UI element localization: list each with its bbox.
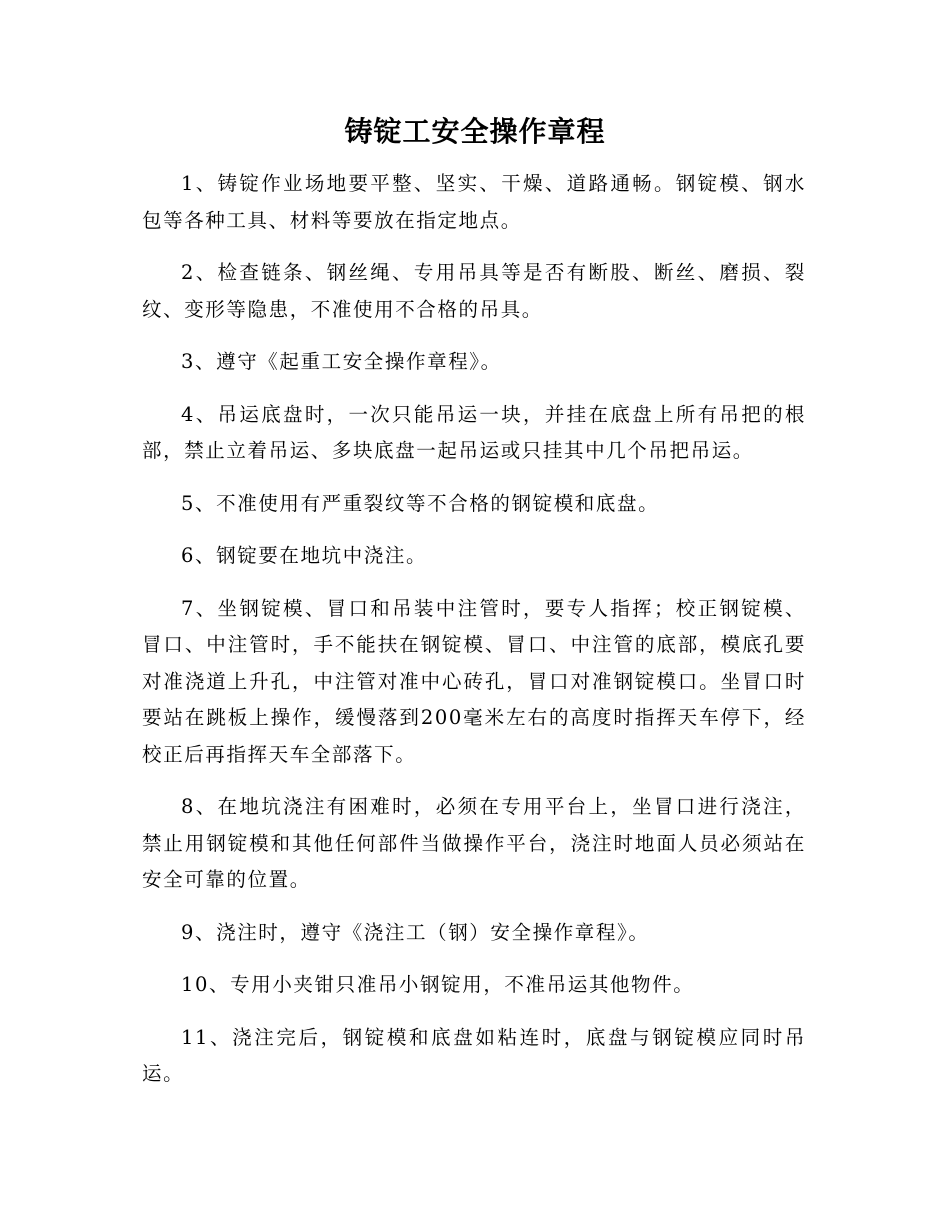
document-body bbox=[142, 166, 806, 1109]
paragraph-9: 9、浇注时，遵守《浇注工（钢）安全操作章程》。 bbox=[181, 920, 650, 944]
paragraph-8: 8、在地坑浇注有困难时，必须在专用平台上，坐冒口进行浇注，禁止用钢锭模和其他任何部件当做操作平台，浇注时地面人员必须站在安全可靠的位置。 bbox=[142, 795, 806, 891]
paragraph-7: 7、坐钢锭模、冒口和吊装中注管时，要专人指挥；校正钢锭模、冒口、中注管时，手不能扶在钢锭模、冒口、中注管的底部，模底孔要对准浇道上升孔，中注管对准中心砖孔，冒口对准钢锭模口。坐冒口时要站在跳板上操作，缓慢落到200毫米左右的高度时指挥天车停下，经校正后再指挥天车全部落下。 bbox=[142, 596, 806, 766]
paragraph-1: 1、铸锭作业场地要平整、坚实、干燥、道路通畅。钢锭模、钢水包等各种工具、材料等要放在指定地点。 bbox=[142, 172, 806, 232]
paragraph-3: 3、遵守《起重工安全操作章程》。 bbox=[181, 350, 502, 373]
paragraph-5: 5、不准使用有严重裂纹等不合格的钢锭模和底盘。 bbox=[181, 491, 660, 515]
paragraph-11: 11、浇注完后，钢锭模和底盘如粘连时，底盘与钢锭模应同时吊运。 bbox=[142, 1025, 806, 1085]
paragraph-2: 2、检查链条、钢丝绳、专用吊具等是否有断股、断丝、磨损、裂纹、变形等隐患，不准使用不合格的吊具。 bbox=[142, 261, 806, 321]
paragraph-10: 10、专用小夹钳只准吊小钢锭用，不准吊运其他物件。 bbox=[181, 973, 695, 996]
document-title: 铸锭工安全操作章程 bbox=[344, 115, 606, 148]
paragraph-4: 4、吊运底盘时，一次只能吊运一块，并挂在底盘上所有吊把的根部，禁止立着吊运、多块底盘一起吊运或只挂其中几个吊把吊运。 bbox=[142, 402, 806, 462]
paragraph-6: 6、钢锭要在地坑中浇注。 bbox=[181, 544, 428, 567]
